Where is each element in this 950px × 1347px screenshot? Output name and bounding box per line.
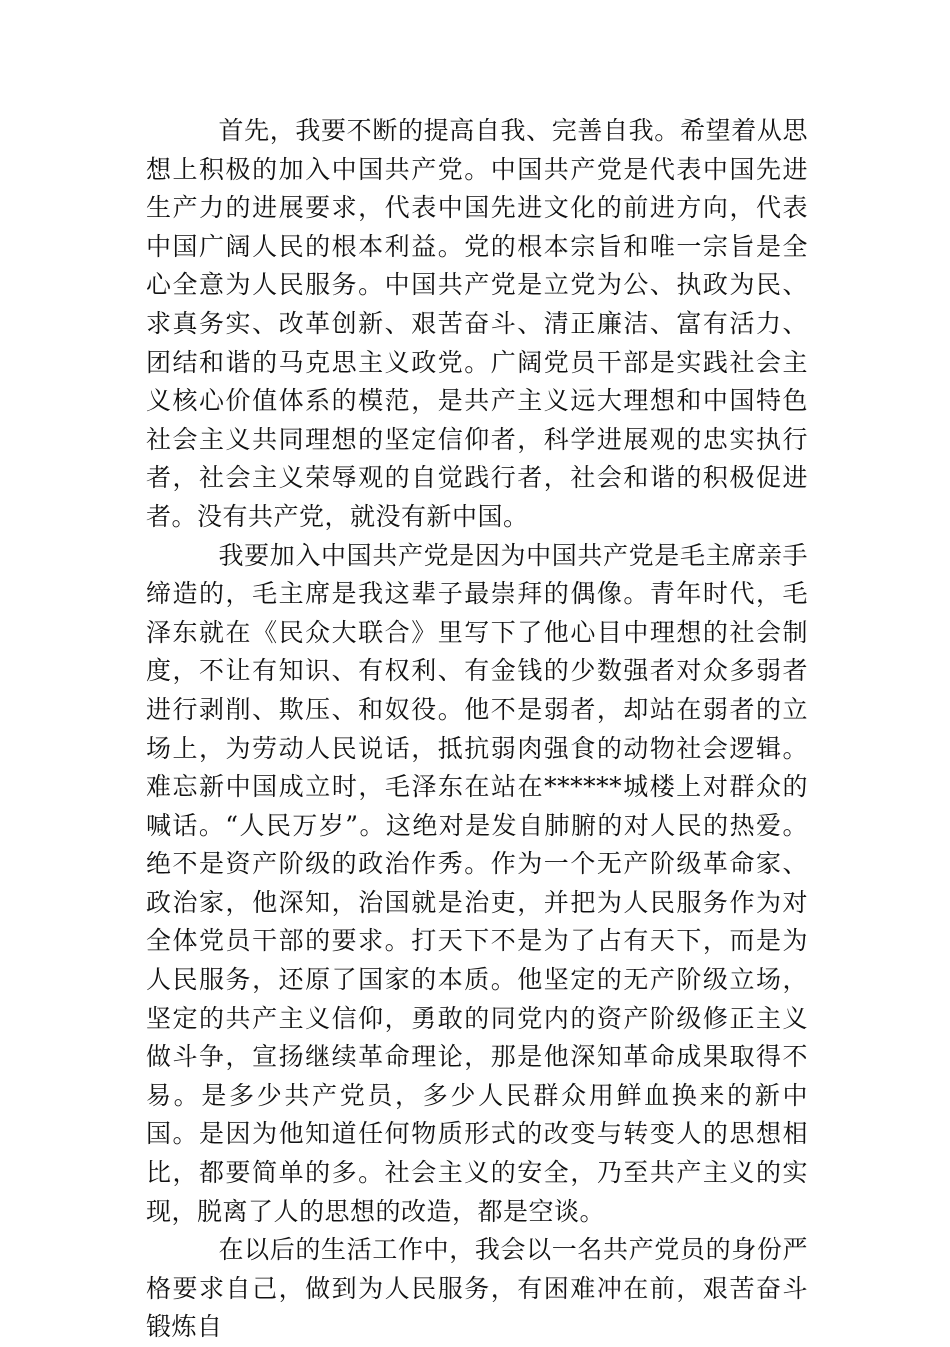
document-body xyxy=(146,112,808,1347)
paragraph-self-improvement: 首先，我要不断的提高自我、完善自我。希望着从思想上积极的加入中国共产党。中国共产党是代表中国先进生产力的进展要求，代表中国先进文化的前进方向，代表中国广阔人民的根本利益。党的根本宗旨和唯一宗旨是全心全意为人民服务。中国共产党是立党为公、执政为民、求真务实、改革创新、艰苦奋斗、清正廉洁、富有活力、团结和谐的马克思主义政党。广阔党员干部是实践社会主义核心价值体系的模范，是共产主义远大理想和中国特色社会主义共同理想的坚定信仰者，科学进展观的忠实执行者，社会主义荣辱观的自觉践行者，社会和谐的积极促进者。没有共产党，就没有新中国。 xyxy=(146,116,808,531)
paragraph-reason-for-joining: 我要加入中国共产党是因为中国共产党是毛主席亲手缔造的，毛主席是我这辈子最崇拜的偶像。青年时代，毛泽东就在《民众大联合》里写下了他心目中理想的社会制度，不让有知识、有权利、有金钱的少数强者对众多弱者进行剥削、欺压、和奴役。他不是弱者，却站在弱者的立场上，为劳动人民说话，抵抗弱肉强食的动物社会逻辑。难忘新中国成立时，毛泽东在站在******城楼上对群众的喊话。“人民万岁”。这绝对是发自肺腑的对人民的热爱。绝不是资产阶级的政治作秀。作为一个无产阶级革命家、政治家，他深知，治国就是治吏，并把为人民服务作为对全体党员干部的要求。打天下不是为了占有天下，而是为人民服务，还原了国家的本质。他坚定的无产阶级立场，坚定的共产主义信仰，勇敢的同党内的资产阶级修正主义做斗争，宣扬继续革命理论，那是他深知革命成果取得不易。是多少共产党员，多少人民群众用鲜血换来的新中国。是因为他知道任何物质形式的改变与转变人的思想相比，都要简单的多。社会主义的安全，乃至共产主义的实现，脱离了人的思想的改造，都是空谈。 xyxy=(146,540,808,1226)
paragraph-future-commitment: 在以后的生活工作中，我会以一名共产党员的身份严格要求自己，做到为人民服务，有困难冲在前，艰苦奋斗锻炼自 xyxy=(146,1235,808,1342)
